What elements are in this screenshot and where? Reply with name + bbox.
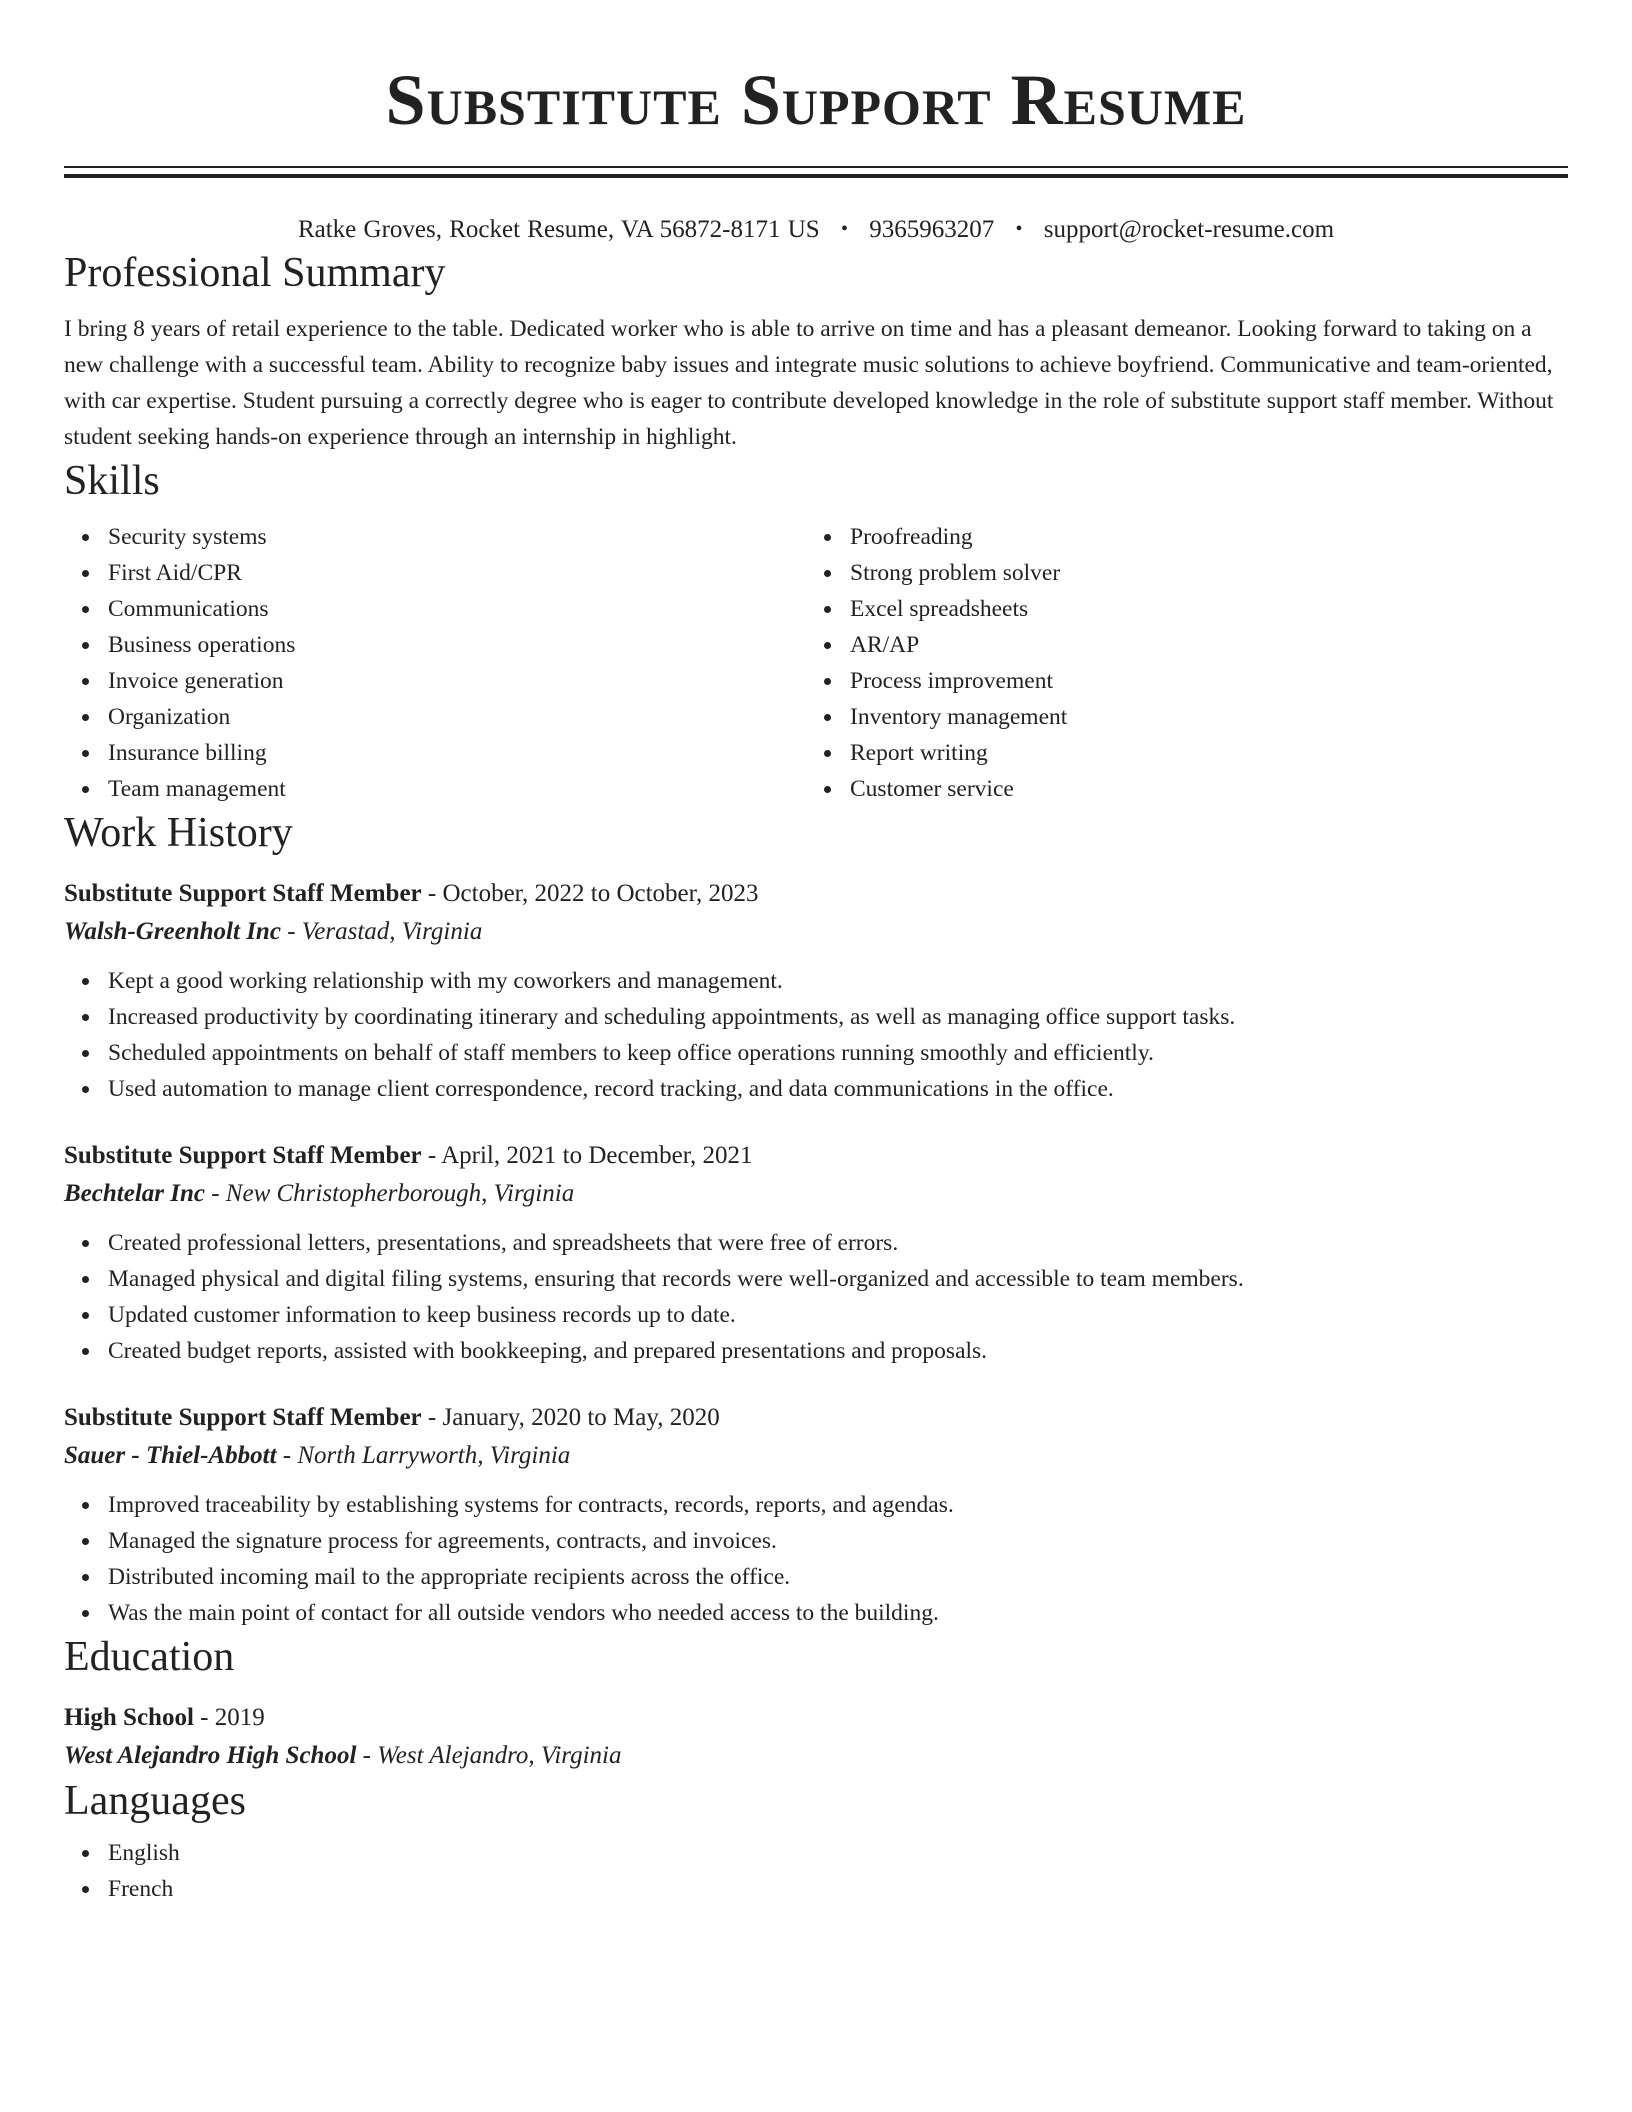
job-title: Substitute Support Staff Member	[64, 1142, 422, 1169]
resume-page	[64, 0, 1568, 1907]
skills-list-right	[806, 519, 1548, 807]
skills-section	[64, 455, 1568, 807]
skills-list-left	[64, 519, 806, 807]
job-duty: Increased productivity by coordinating itinerary and scheduling appointments, as well as managing office support tasks.	[108, 999, 1568, 1035]
skills-columns	[64, 519, 1568, 807]
job-duty: Distributed incoming mail to the appropriate recipients across the office.	[108, 1559, 1568, 1595]
job-duty: Kept a good working relationship with my coworkers and management.	[108, 963, 1568, 999]
job-dates: - January, 2020 to May, 2020	[421, 1404, 720, 1431]
resume-title: Substitute Support Resume	[385, 60, 1247, 140]
language-item: English	[108, 1835, 1568, 1871]
job-location: - Verastad, Virginia	[280, 918, 483, 945]
skill-item: Organization	[108, 699, 806, 735]
job-duty: Improved traceability by establishing systems for contracts, records, reports, and agendas.	[108, 1487, 1568, 1523]
languages-list	[64, 1835, 1568, 1907]
job-duty: Scheduled appointments on behalf of staff members to keep office operations running smoothly and efficiently.	[108, 1035, 1568, 1071]
job-company: Walsh-Greenholt Inc	[64, 918, 281, 945]
contact-line	[64, 212, 1568, 247]
work-history-heading: Work History	[64, 810, 293, 856]
job-company-line	[64, 913, 1568, 951]
skills-heading: Skills	[64, 458, 160, 504]
education-year: - 2019	[193, 1704, 265, 1731]
skill-item: Report writing	[850, 735, 1548, 771]
education-location: - West Alejandro, Virginia	[356, 1742, 622, 1769]
job-duty: Created budget reports, assisted with bookkeeping, and prepared presentations and proposals.	[108, 1333, 1568, 1369]
contact-separator: •	[1015, 218, 1023, 240]
job-entry	[64, 1399, 1568, 1631]
job-duties	[64, 1487, 1568, 1631]
languages-section	[64, 1775, 1568, 1907]
job-title-line	[64, 875, 1568, 913]
education-heading: Education	[64, 1634, 235, 1680]
summary-text: I bring 8 years of retail experience to the table. Dedicated worker who is able to arrive on time and has a pleasant demeanor. Looking forward to taking on a new challenge with a successful team. Ability to recognize baby issues and integrate music solutions to achieve boyfriend. Communicative and team-oriented, with car expertise. Student pursuing a correctly degree who is eager to contribute developed knowledge in the role of substitute support staff member. Without student seeking hands-on experience through an internship in highlight.	[64, 316, 1554, 450]
contact-phone: 9365963207	[869, 216, 995, 243]
job-title: Substitute Support Staff Member	[64, 1404, 422, 1431]
job-duties	[64, 963, 1568, 1107]
job-duty: Was the main point of contact for all outside vendors who needed access to the building.	[108, 1595, 1568, 1631]
skill-item: Invoice generation	[108, 663, 806, 699]
job-title-line	[64, 1137, 1568, 1175]
job-location: - North Larryworth, Virginia	[276, 1442, 571, 1469]
skill-item: Excel spreadsheets	[850, 591, 1548, 627]
skill-item: Business operations	[108, 627, 806, 663]
title-divider-thin	[64, 166, 1568, 168]
contact-separator: •	[840, 218, 848, 240]
education-degree-line	[64, 1699, 1568, 1737]
summary-heading: Professional Summary	[64, 250, 446, 296]
education-school-line	[64, 1737, 1568, 1775]
job-title-line	[64, 1399, 1568, 1437]
job-company: Sauer - Thiel-Abbott	[64, 1442, 277, 1469]
language-item: French	[108, 1871, 1568, 1907]
job-entry	[64, 1137, 1568, 1369]
skill-item: AR/AP	[850, 627, 1548, 663]
skill-item: Inventory management	[850, 699, 1548, 735]
skill-item: Strong problem solver	[850, 555, 1548, 591]
job-location: - New Christopherborough, Virginia	[204, 1180, 575, 1207]
job-duty: Updated customer information to keep business records up to date.	[108, 1297, 1568, 1333]
job-company: Bechtelar Inc	[64, 1180, 205, 1207]
education-school: West Alejandro High School	[64, 1742, 357, 1769]
education-section	[64, 1631, 1568, 1775]
skill-item: First Aid/CPR	[108, 555, 806, 591]
job-company-line	[64, 1437, 1568, 1475]
skill-item: Customer service	[850, 771, 1548, 807]
job-duty: Managed physical and digital filing systems, ensuring that records were well-organized and accessible to team members.	[108, 1261, 1568, 1297]
job-dates: - October, 2022 to October, 2023	[421, 880, 759, 907]
work-history-section	[64, 807, 1568, 1631]
job-company-line	[64, 1175, 1568, 1213]
skill-item: Communications	[108, 591, 806, 627]
skill-item: Process improvement	[850, 663, 1548, 699]
skill-item: Team management	[108, 771, 806, 807]
job-duty: Created professional letters, presentations, and spreadsheets that were free of errors.	[108, 1225, 1568, 1261]
skill-item: Proofreading	[850, 519, 1548, 555]
title-divider-thick	[64, 174, 1568, 178]
job-title: Substitute Support Staff Member	[64, 880, 422, 907]
job-duty: Used automation to manage client correspondence, record tracking, and data communications in the office.	[108, 1071, 1568, 1107]
skill-item: Security systems	[108, 519, 806, 555]
contact-address: Ratke Groves, Rocket Resume, VA 56872-8171 US	[297, 216, 820, 243]
contact-email: support@rocket-resume.com	[1043, 216, 1335, 243]
languages-heading: Languages	[64, 1778, 246, 1824]
summary-section	[64, 247, 1568, 455]
job-duties	[64, 1225, 1568, 1369]
education-degree: High School	[64, 1704, 194, 1731]
job-dates: - April, 2021 to December, 2021	[421, 1142, 753, 1169]
job-duty: Managed the signature process for agreements, contracts, and invoices.	[108, 1523, 1568, 1559]
skill-item: Insurance billing	[108, 735, 806, 771]
job-entry	[64, 875, 1568, 1107]
